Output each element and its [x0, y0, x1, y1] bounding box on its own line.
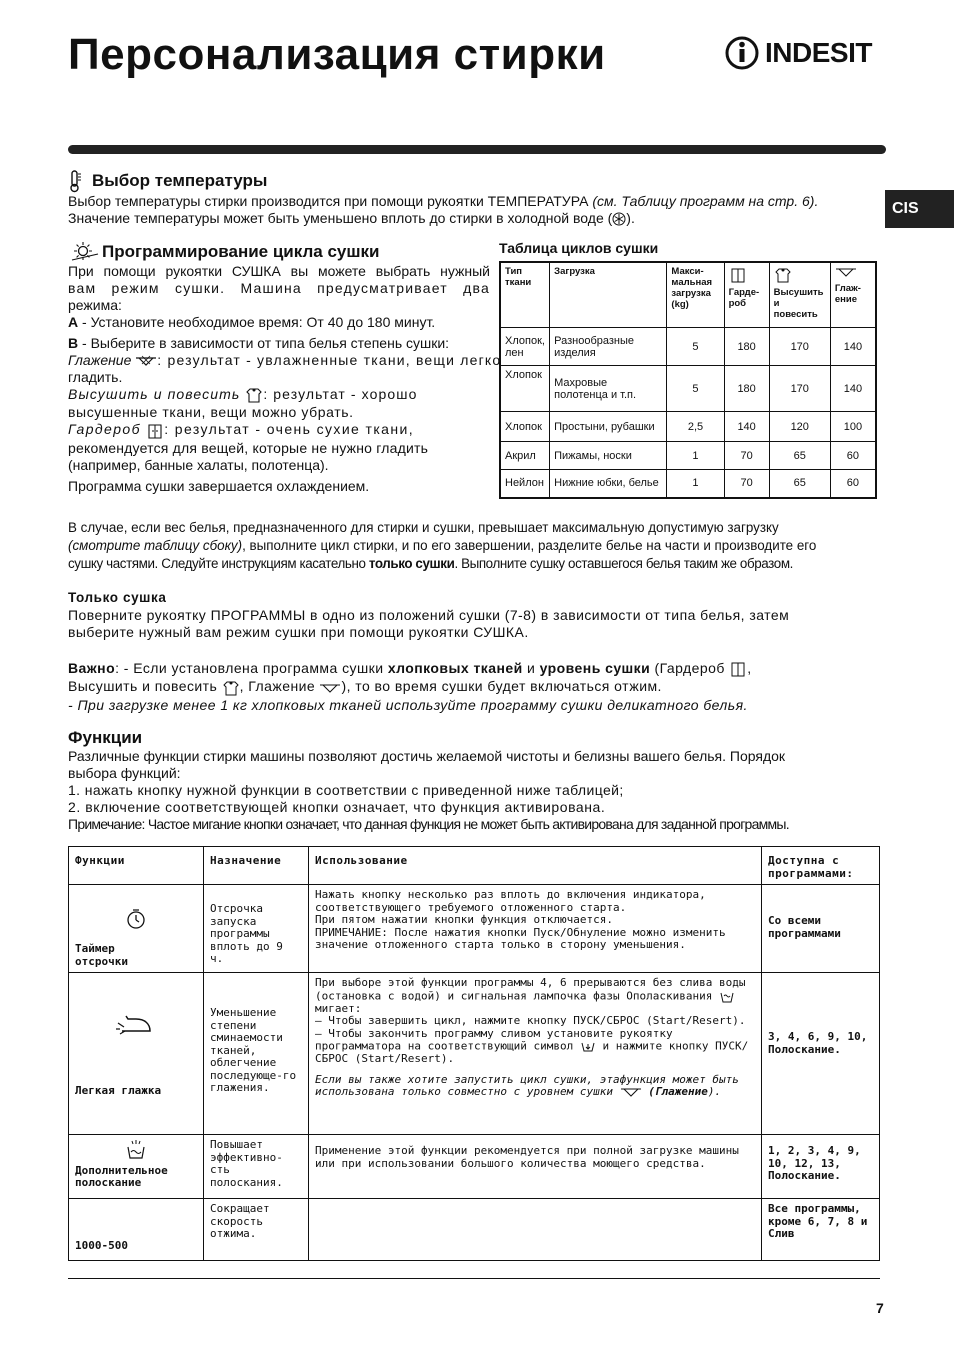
- option-a-text: - Установите необходимое время: От 40 до 180 минут.: [78, 314, 436, 330]
- functions-table: [68, 846, 880, 1261]
- important-note: Важно: - Если установлена программа сушки хлопковых тканей и уровень сушки (Гардероб , Высушить и повесить , Глажение ), то во время сушки будет включаться отжим. - При загрузке менее 1 кг хлопковых тканей используйте программу сушки деликатного белья.: [68, 660, 880, 714]
- dry-table-header: [500, 262, 876, 328]
- iron-usage-1: При выборе этой функции программы 4, 6 прерываются без слива воды (остановка с водой) и сигнальная лампочка фазы Ополаскивания: [315, 976, 746, 1002]
- footer-rule: [68, 1278, 880, 1279]
- brand-name: INDESIT: [765, 37, 872, 68]
- temperature-line2: Значение температуры может быть уменьшено вплоть до стирки в холодной воде (: [68, 210, 613, 226]
- iron-label: Глажение: [68, 352, 132, 368]
- table-cell: 2,5: [667, 412, 724, 442]
- table-cell: 5: [667, 366, 724, 412]
- drying-iron-line: [68, 352, 502, 369]
- extra-rinse-icon: [125, 1139, 147, 1161]
- wardrobe-icon: [729, 660, 747, 678]
- table-row: [69, 1135, 880, 1199]
- hang-text-2: высушенные ткани, вещи можно убрать.: [68, 404, 354, 421]
- timer-name-2: отсрочки: [75, 954, 128, 968]
- overload-line-3a: сушку частями. Следуйте инструкциям касательно: [68, 556, 369, 571]
- easy-iron-icon: [114, 1013, 158, 1037]
- dry-table-caption: Таблица циклов сушки: [499, 240, 659, 256]
- temperature-line1-ref: (см. Таблицу программ на стр. 6).: [592, 193, 819, 209]
- iron-usage-1b: мигает:: [315, 1001, 362, 1015]
- functions-note: Примечание: Частое мигание кнопки означает, что данная функция не может быть активирована для заданной программы.: [68, 816, 789, 832]
- drying-heading: Программирование цикла сушки: [102, 242, 380, 261]
- snowflake-icon: [612, 212, 626, 226]
- option-a-label: A: [68, 314, 79, 330]
- table-cell: 140: [830, 366, 876, 412]
- table-row: [500, 470, 876, 498]
- table-cell: Акрил: [500, 442, 550, 470]
- important-line-3: - При загрузке менее 1 кг хлопковых тканей используйте программу сушки деликатного белья.: [68, 696, 748, 713]
- table-row: [500, 412, 876, 442]
- table-row: [69, 885, 880, 973]
- drying-finish: Программа сушки завершается охлаждением.: [68, 477, 370, 494]
- overload-line-3b: . Выполните сушку оставшегося белья таким же образом.: [454, 556, 793, 571]
- functions-line-4: 2. включение соответствующей кнопки означает, что функция активирована.: [68, 799, 606, 815]
- functions-line-1: Различные функции стирки машины позволяют достичь желаемой чистоты и белизны вашего белья. Порядок: [68, 748, 786, 764]
- hang-label: Высушить и повесить: [68, 386, 241, 402]
- temperature-heading: Выбор температуры: [92, 171, 268, 190]
- iron-usage-4-bold: (Глажение: [648, 1085, 708, 1098]
- hang-dry-icon: [245, 386, 263, 404]
- wardrobe-header-label: Гарде-роб: [728, 287, 760, 309]
- temperature-line2-end: ).: [626, 210, 635, 226]
- table-cell: Разнообразные изделия: [550, 328, 667, 366]
- important-l2b: , Глажение: [239, 678, 320, 695]
- table-row: [69, 973, 880, 1135]
- table-cell: 1: [667, 470, 724, 498]
- iron-usage-4-end: ).: [707, 1085, 722, 1098]
- fn-iron-usage: [309, 973, 762, 1135]
- fn-timer-programs: Со всеми программами: [762, 885, 880, 973]
- only-dry-text: [68, 607, 880, 641]
- thermometer-icon: [68, 169, 84, 193]
- fn-rinse-programs: 1, 2, 3, 4, 9, 10, 12, 13, Полоскание.: [762, 1135, 880, 1199]
- hang-dry-icon: [222, 679, 240, 697]
- table-cell: 60: [830, 442, 876, 470]
- drying-option-b: [68, 335, 490, 352]
- table-cell: Простыни, рубашки: [550, 412, 667, 442]
- table-cell: 65: [769, 470, 830, 498]
- table-row: [500, 442, 876, 470]
- fn-header-programs: Доступна с программами:: [762, 847, 880, 885]
- overload-line-2: , выполните цикл стирки, и по его завершении, разделите белье на части и производите его: [242, 538, 817, 553]
- fn-timer-name: [69, 885, 204, 973]
- fn-header-function: Функции: [69, 847, 204, 885]
- drying-intro-3: режима:: [68, 297, 122, 313]
- overload-only-dry: только сушки: [368, 556, 455, 571]
- temperature-section-heading: [68, 169, 267, 193]
- table-cell: 100: [830, 412, 876, 442]
- overload-paragraph: [68, 519, 878, 573]
- iron-text-1: : результат - увлажненные ткани, вещи легко: [157, 352, 502, 368]
- wardrobe-icon: [729, 266, 747, 284]
- table-cell: 5: [667, 328, 724, 366]
- hang-header-label: Высушить и повесить: [773, 287, 824, 320]
- table-row: [69, 1199, 880, 1261]
- fn-spin-usage: [309, 1199, 762, 1261]
- important-l2c: ), то во время сушки будет включаться отжим.: [341, 678, 662, 695]
- table-cell: 1: [667, 442, 724, 470]
- fn-timer-purpose: Отсрочка запуска программы вплоть до 9 ч.: [204, 885, 309, 973]
- option-b-text: - Выберите в зависимости от типа белья степень сушки:: [78, 335, 450, 351]
- table-cell: 70: [724, 470, 769, 498]
- only-dry-heading: Только сушка: [68, 590, 167, 605]
- functions-intro: [68, 748, 880, 833]
- temperature-line1: Выбор температуры стирки производится при помощи рукоятки ТЕМПЕРАТУРА: [68, 193, 593, 209]
- table-cell: 140: [830, 328, 876, 366]
- fn-spin-name: 1000-500: [69, 1199, 204, 1261]
- table-cell: 180: [724, 366, 769, 412]
- important-l1c: и: [522, 660, 540, 676]
- timer-icon: [125, 908, 147, 930]
- table-cell: Нижние юбки, белье: [550, 470, 667, 498]
- fn-iron-programs: 3, 4, 6, 9, 10, Полоскание.: [762, 973, 880, 1135]
- functions-line-3: 1. нажать кнопку нужной функции в соответствии с приведенной ниже таблицей;: [68, 782, 624, 798]
- wardrobe-text-2: рекомендуется для вещей, которые не нужно гладить: [68, 439, 429, 456]
- fn-header-purpose: Назначение: [204, 847, 309, 885]
- table-row: [500, 328, 876, 366]
- dry-header-iron: [830, 262, 876, 328]
- iron-usage-2: – Чтобы завершить цикл, нажмите кнопку ПУСК/СБРОС (Start/Resert).: [315, 1014, 746, 1027]
- table-cell: Махровые полотенца и т.п.: [550, 366, 667, 412]
- page-number: 7: [876, 1300, 884, 1316]
- fn-rinse-name: [69, 1135, 204, 1199]
- dry-cycles-table: [499, 261, 877, 499]
- table-cell: Хлопок: [500, 412, 550, 442]
- overload-ref: (смотрите таблицу сбоку): [68, 538, 243, 553]
- drying-option-a: [68, 314, 490, 331]
- iron-header-label: Глаж-ение: [834, 283, 861, 305]
- temperature-text: [68, 193, 878, 227]
- fn-spin-programs: Все программы, кроме 6, 7, 8 и Слив: [762, 1199, 880, 1261]
- iron-dry-icon: [319, 682, 341, 694]
- table-cell: Пижамы, носки: [550, 442, 667, 470]
- overload-line-1: В случае, если вес белья, предназначенного для стирки и сушки, превышает максимальную допустимую загрузку: [68, 520, 779, 535]
- extra-rinse-name: Дополнительное полоскание: [75, 1163, 168, 1189]
- wardrobe-icon: [146, 422, 164, 440]
- drying-sun-icon: [68, 240, 102, 264]
- table-cell: Хлопок, лен: [500, 328, 550, 366]
- option-b-label: B: [68, 335, 79, 351]
- table-cell: 170: [769, 328, 830, 366]
- drying-hang-line: [68, 386, 490, 404]
- important-cotton: хлопковых тканей: [387, 660, 523, 676]
- fn-iron-name: [69, 973, 204, 1135]
- indesit-logo-icon: [725, 36, 759, 70]
- fn-rinse-usage: Применение этой функции рекомендуется при полной загрузке машины или при использовании большого количества моющего средства.: [309, 1135, 762, 1199]
- drying-intro-2: вам режим сушки. Машина предусматривает два: [68, 280, 490, 296]
- table-cell: 140: [724, 412, 769, 442]
- wardrobe-text-3: (например, банные халаты, полотенца).: [68, 456, 329, 473]
- dry-header-wardrobe: [724, 262, 769, 328]
- iron-dry-icon: [835, 266, 857, 280]
- page-title: Персонализация стирки: [68, 30, 606, 79]
- drying-wardrobe-line: [68, 421, 490, 439]
- important-level: уровень сушки: [539, 660, 651, 676]
- table-cell: 180: [724, 328, 769, 366]
- table-cell: 170: [769, 366, 830, 412]
- table-row: [500, 366, 876, 412]
- iron-dry-icon: [620, 1086, 642, 1098]
- important-label: Важно: [68, 660, 116, 676]
- wardrobe-label: Гардероб: [68, 421, 141, 438]
- table-cell: Нейлон: [500, 470, 550, 498]
- dry-header-max: Макси-мальная загрузка (kg): [667, 262, 724, 328]
- only-dry-line-2: выберите нужный вам режим сушки при помощи рукоятки СУШКА.: [68, 624, 529, 640]
- drain-icon: [580, 1040, 596, 1053]
- rinse-icon: [719, 990, 735, 1003]
- iron-usage-3b: и нажмите кнопку ПУСК/СБРОС (Start/Resert).: [315, 1039, 749, 1065]
- table-cell: 120: [769, 412, 830, 442]
- wardrobe-text-1: : результат - очень сухие ткани,: [164, 421, 414, 438]
- fn-header-usage: Использование: [309, 847, 762, 885]
- iron-dry-icon: [135, 355, 157, 367]
- brand-logo: [725, 36, 872, 70]
- hang-text-1: : результат - хорошо: [263, 386, 418, 402]
- iron-text-2: гладить.: [68, 369, 123, 385]
- dry-header-load: Загрузка: [550, 262, 667, 328]
- table-cell: 70: [724, 442, 769, 470]
- functions-table-header: [69, 847, 880, 885]
- only-dry-line-1: Поверните рукоятку ПРОГРАММЫ в одно из положений сушки (7-8) в зависимости от типа белья, затем: [68, 607, 790, 623]
- dry-header-hang: [769, 262, 830, 328]
- important-l1e: (Гардероб: [650, 660, 730, 676]
- table-cell: Хлопок: [500, 366, 550, 412]
- drying-text: [68, 263, 502, 495]
- easy-iron-name: Легкая глажка: [75, 1083, 162, 1097]
- hang-dry-icon: [774, 266, 792, 284]
- iron-usage-3: – Чтобы закончить программу сливом установите рукоятку программатора на соответствующий символ: [315, 1026, 673, 1053]
- header-rule: [68, 145, 886, 154]
- important-l1a: : - Если установлена программа сушки: [115, 660, 388, 676]
- table-cell: 60: [830, 470, 876, 498]
- drying-section-heading: [68, 240, 380, 264]
- fn-timer-usage: Нажать кнопку несколько раз вплоть до включения индикатора, соответствующего требуемого отложенного старта. При пятом нажатии кнопки функция отключается. ПРИМЕЧАНИЕ: После нажатия кнопки Пуск/Обнуление можно изменить значение отложенного старта только в сторону уменьшения.: [309, 885, 762, 973]
- table-cell: 65: [769, 442, 830, 470]
- fn-spin-purpose: Сокращает скорость отжима.: [204, 1199, 309, 1261]
- iron-usage-4: Если вы также хотите запустить цикл сушки, этафункция может быть использована только совместно с уровнем сушки: [315, 1072, 739, 1098]
- drying-intro-1: При помощи рукоятки СУШКА вы можете выбрать нужный: [68, 263, 490, 279]
- language-tab: CIS: [885, 190, 954, 228]
- fn-rinse-purpose: Повышает эффективно-сть полоскания.: [204, 1135, 309, 1199]
- timer-name-1: Таймер: [75, 942, 115, 955]
- functions-line-2: выбора функций:: [68, 765, 181, 781]
- dry-header-fabric: Тип ткани: [500, 262, 550, 328]
- fn-iron-purpose: Уменьшение степени сминаемости тканей, облегчение последующе-го глажения.: [204, 973, 309, 1135]
- important-l2a: Высушить и повесить: [68, 678, 222, 695]
- functions-heading: Функции: [68, 728, 143, 747]
